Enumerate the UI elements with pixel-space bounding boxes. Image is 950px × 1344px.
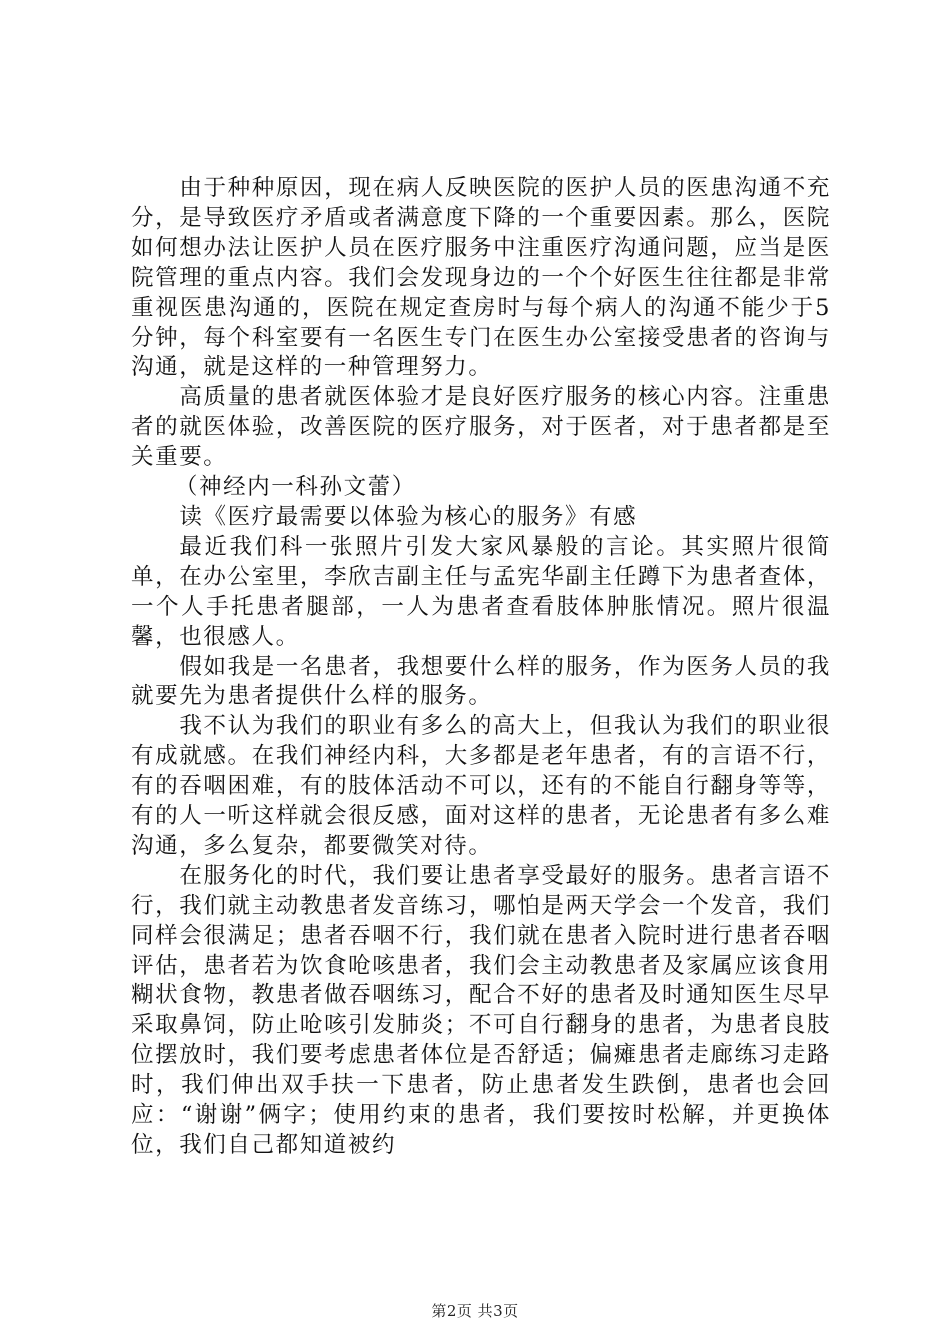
document-body [131, 174, 831, 1161]
paragraph-service-era: 在服务化的时代，我们要让患者享受最好的服务。患者言语不行，我们就主动教患者发音练习，哪怕是两天学会一个发音，我们同样会很满足；患者吞咽不行，我们就在患者入院时进行患者吞咽评估，患者若为饮食呛咳患者，我们会主动教患者及家属应该食用糊状食物，教患者做吞咽练习，配合不好的患者及时通知医生尽早采取鼻饲，防止呛咳引发肺炎；不可自行翻身的患者，为患者良肢位摆放时，我们要考虑患者体位是否舒适；偏瘫患者走廊练习走路时，我们伸出双手扶一下患者，防止患者发生跌倒，患者也会回应：“谢谢”俩字；使用约束的患者，我们要按时松解，并更换体位，我们自己都知道被约 [131, 862, 831, 1158]
article-title: 读《医疗最需要以体验为核心的服务》有感 [179, 503, 638, 530]
paragraph-if-patient: 假如我是一名患者，我想要什么样的服务，作为医务人员的我就要先为患者提供什么样的服务。 [131, 653, 831, 710]
page-footer: 第2页 共3页 [431, 1302, 519, 1320]
paragraph-profession: 我不认为我们的职业有多么的高大上，但我认为我们的职业很有成就感。在我们神经内科，大多都是老年患者，有的言语不行，有的吞咽困难，有的肢体活动不可以，还有的不能自行翻身等等，有的人一听这样就会很反感，面对这样的患者，无论患者有多么难沟通，多么复杂，都要微笑对待。 [131, 713, 831, 859]
paragraph-communication: 由于种种原因，现在病人反映医院的医护人员的医患沟通不充分，是导致医疗矛盾或者满意度下降的一个重要因素。那么，医院如何想办法让医护人员在医疗服务中注重医疗沟通问题，应当是医院管理的重点内容。我们会发现身边的一个个好医生往往都是非常重视医患沟通的，医院在规定查房时与每个病人的沟通不能少于5分钟，每个科室要有一名医生专门在医生办公室接受患者的咨询与沟通，就是这样的一种管理努力。 [131, 175, 831, 381]
paragraph-experience: 高质量的患者就医体验才是良好医疗服务的核心内容。注重患者的就医体验，改善医院的医疗服务，对于医者，对于患者都是至关重要。 [131, 384, 831, 471]
author-note: （神经内一科孙文蕾） [174, 474, 416, 501]
paragraph-photo: 最近我们科一张照片引发大家风暴般的言论。其实照片很简单，在办公室里，李欣吉副主任与孟宪华副主任蹲下为患者查体，一个人手托患者腿部，一人为患者查看肢体肿胀情况。照片很温馨，也很感人。 [131, 533, 831, 650]
